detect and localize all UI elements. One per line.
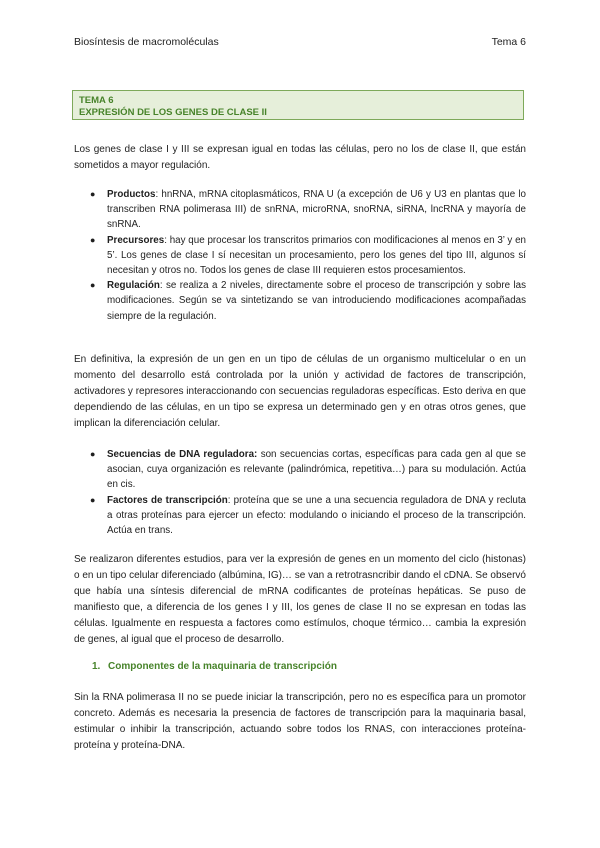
polymerase-paragraph: Sin la RNA polimerasa II no se puede iniciar la transcripción, pero no es específica para un promotor concreto. Además es necesaria la presencia de factores de transcripción para la maquinaria basal, estimular o inhibir la transcripción, actuando sobre todos los RNAS, con interacciones proteína-proteína y proteína-DNA. (74, 692, 526, 751)
bullet-icon: ● (90, 234, 96, 245)
list-item-text: : proteína que se une a una secuencia reguladora de DNA y recluta a otras proteínas para ejercer un efecto: modulando o iniciando el proceso de la transcripción. Actúa en trans. (107, 494, 527, 537)
bullet-icon: ● (90, 449, 96, 459)
bullet-icon: ● (90, 280, 96, 291)
title-line-1: TEMA 6 (79, 95, 114, 106)
list-item-precursores (90, 233, 526, 279)
title-box (72, 90, 524, 120)
section-number: 1. (92, 661, 101, 672)
section-title: Componentes de la maquinaria de transcripción (108, 661, 337, 672)
characteristics-list (90, 187, 526, 324)
list-item-text: son secuencias cortas, específicas para cada gen al que se asocian, cuya organización es relevante (palindrómica, repetitiva…) para su modulación. Actúa en cis. (107, 449, 526, 491)
list-item-factores (90, 493, 526, 539)
page-header (74, 36, 526, 50)
bullet-icon: ● (90, 494, 96, 505)
list-item-text: : hnRNA, mRNA citoplasmáticos, RNA U (a excepción de U6 y U3 en plantas que lo transcriben RNA polimerasa III) de snRNA, microRNA, snoRNA, siRNA, lncRNA y mayoría de snRNA. (107, 189, 526, 231)
bullet-icon: ● (90, 189, 96, 199)
list-item-productos (90, 187, 526, 233)
list-item-secuencias (90, 447, 526, 493)
header-topic: Tema 6 (491, 36, 526, 48)
title-line-2: EXPRESIÓN DE LOS GENES DE CLASE II (79, 107, 267, 118)
regulation-elements-list (90, 447, 526, 538)
list-item-term: Precursores (107, 234, 165, 246)
list-item-term: Factores de transcripción (107, 494, 228, 506)
list-item-term: Regulación (107, 280, 160, 292)
list-item-text: : hay que procesar los transcritos primarios con modificaciones al menos en 3’ y en 5’. Los genes de clase I sí necesitan un procesamiento, pero los genes del tipo III, algunos sí necesitan y otros no. Todos los genes de clase III requieren estos procesamientos. (107, 234, 526, 277)
definition-paragraph: En definitiva, la expresión de un gen en un tipo de células de un organismo multicelular o en un momento del desarrollo está controlada por la unión y actividad de factores de transcripción, activadores y represores interaccionando con secuencias reguladoras específicas. Esto deriva en que dependiendo de las células, en un tipo se expresa un determinado gen y en otras otros genes, que implican la diferenciación celular. (74, 354, 526, 429)
header-subject: Biosíntesis de macromoléculas (74, 36, 219, 48)
list-item-term: Productos (107, 189, 156, 200)
studies-paragraph: Se realizaron diferentes estudios, para ver la expresión de genes en un momento del ciclo (histonas) o en un tipo celular diferenciado (albúmina, IG)… se van a retrotrasncribir dando el cDNA. Se observó que había una síntesis diferencial de mRNA codificantes de proteínas hepáticas. Se puso de manifiesto que, a diferencia de los genes I y III, los genes de clase II no se expresan en todas las células. Igualmente en respuesta a factores como estímulos, choque térmico… cambia la expresión de genes, al igual que el proceso de desarrollo. (74, 554, 526, 645)
list-item-text: : se realiza a 2 niveles, directamente sobre el proceso de transcripción y sobre las modificaciones. Según se va sintetizando se van introduciendo modificaciones acompañadas siempre de la regulación. (107, 280, 526, 322)
intro-paragraph: Los genes de clase I y III se expresan igual en todas las células, pero no los de clase II, que están sometidos a mayor regulación. (74, 144, 526, 171)
list-item-term: Secuencias de DNA reguladora: (107, 449, 258, 460)
section-heading (92, 661, 337, 672)
list-item-regulacion (90, 278, 526, 324)
